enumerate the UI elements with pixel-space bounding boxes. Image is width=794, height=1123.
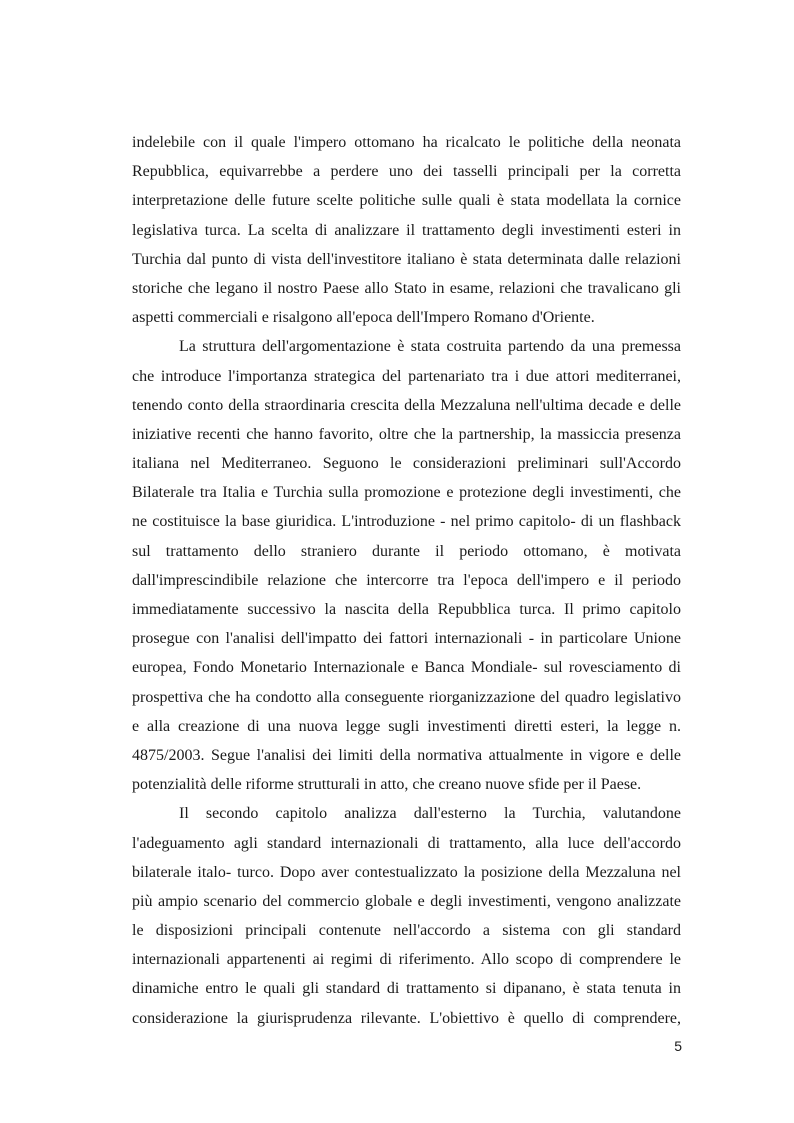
text-line: europea, Fondo Monetario Internazionale e Banca Mondiale- sul rovesciamento di [132,659,681,677]
text-line: internazionali appartenenti ai regimi di riferimento. Allo scopo di comprendere le [132,951,681,969]
text-line: La struttura dell'argomentazione è stata costruita partendo da una premessa [179,338,681,356]
paragraph [132,332,681,799]
text-line: e alla creazione di una nuova legge sugli investimenti diretti esteri, la legge n. [132,717,681,735]
text-line: l'adeguamento agli standard internazionali di trattamento, alla luce dell'accordo [132,834,681,852]
text-line: tenendo conto della straordinaria crescita della Mezzaluna nell'ultima decade e delle [132,396,681,414]
text-line: considerazione la giurisprudenza rilevante. L'obiettivo è quello di comprendere, [132,1009,681,1027]
text-line: sul trattamento dello straniero durante il periodo ottomano, è motivata [132,542,681,560]
text-line: indelebile con il quale l'impero ottomano ha ricalcato le politiche della neonata [132,134,681,151]
text-line: Bilaterale tra Italia e Turchia sulla promozione e protezione degli investimenti, che [132,484,681,502]
text-line: legislativa turca. La scelta di analizzare il trattamento degli investimenti esteri in [132,221,681,239]
text-line: prosegue con l'analisi dell'impatto dei fattori internazionali - in particolare Unione [132,630,681,648]
text-line: bilaterale italo- turco. Dopo aver contestualizzato la posizione della Mezzaluna nel [132,863,681,881]
text-line: immediatamente successivo la nascita della Repubblica turca. Il primo capitolo [132,601,681,618]
text-line: aspetti commerciali e risalgono all'epoca dell'Impero Romano d'Oriente. [132,309,595,327]
text-line: Repubblica, equivarrebbe a perdere uno dei tasselli principali per la corretta [132,163,681,181]
text-line: Il secondo capitolo analizza dall'esterno la Turchia, valutandone [179,805,681,823]
text-line: dall'imprescindibile relazione che intercorre tra l'epoca dell'impero e il periodo [132,571,681,589]
paragraph [132,128,681,332]
text-line: ne costituisce la base giuridica. L'introduzione - nel primo capitolo- di un flashback [132,513,681,531]
text-line: dinamiche entro le quali gli standard di trattamento si dipanano, è stata tenuta in [132,980,681,998]
text-line: che introduce l'importanza strategica del partenariato tra i due attori mediterranei, [132,367,681,385]
text-line: prospettiva che ha condotto alla conseguente riorganizzazione del quadro legislativo [132,688,681,706]
text-line: storiche che legano il nostro Paese allo Stato in esame, relazioni che travalicano gli [132,279,681,297]
text-line: più ampio scenario del commercio globale e degli investimenti, vengono analizzate [132,892,681,910]
paragraph [132,799,681,1033]
page-number: 5 [674,1038,682,1054]
text-line: interpretazione delle future scelte politiche sulle quali è stata modellata la cornice [132,192,681,210]
body-text [132,128,681,1033]
text-line: Turchia dal punto di vista dell'investitore italiano è stata determinata dalle relazioni [132,250,681,268]
text-line: italiana nel Mediterraneo. Seguono le considerazioni preliminari sull'Accordo [132,455,681,473]
text-line: le disposizioni principali contenute nell'accordo a sistema con gli standard [132,922,681,940]
text-line: potenzialità delle riforme strutturali in atto, che creano nuove sfide per il Paese. [132,776,642,794]
text-line: 4875/2003. Segue l'analisi dei limiti della normativa attualmente in vigore e delle [132,746,681,764]
text-line: iniziative recenti che hanno favorito, oltre che la partnership, la massiccia presenza [132,425,681,443]
